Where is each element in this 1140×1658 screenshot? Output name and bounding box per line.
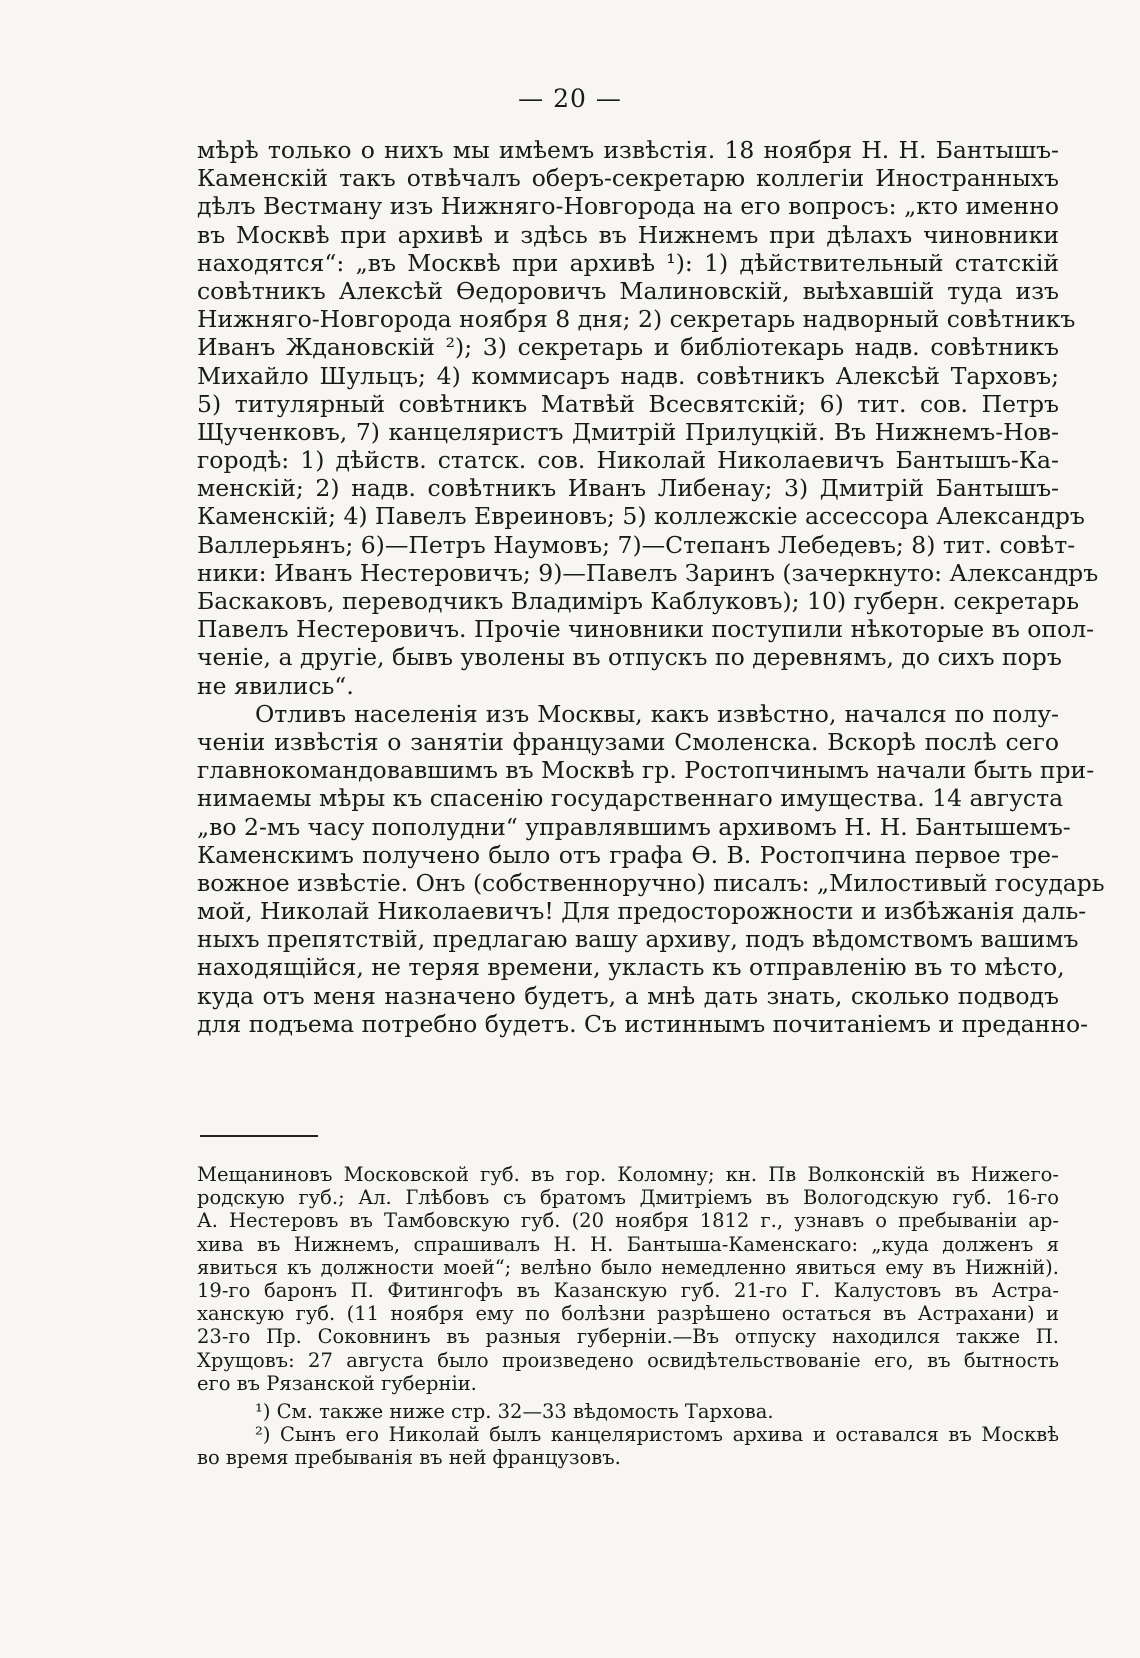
text-line: ныхъ препятствій, предлагаю вашу архиву, подъ вѣдомствомъ вашимъ: [197, 925, 1079, 954]
text-line: находящійся, не теряя времени, укласть къ отправленію въ то мѣсто,: [197, 953, 1065, 982]
page-number: — 20 —: [518, 84, 622, 113]
text-line: Каменскій такъ отвѣчалъ оберъ-секретарю коллегіи Иностранныхъ: [197, 164, 1059, 193]
text-line: Каменскимъ получено было отъ графа Ѳ. В. Ростопчина первое тре-: [197, 840, 1059, 869]
footnote-2: ²) Сынъ его Николай былъ канцеляристомъ архива и оставался въ Москвѣ: [255, 1423, 1059, 1447]
text-line: совѣтникъ Алексѣй Ѳедоровичъ Малиновскій, выѣхавшій туда изъ: [197, 276, 1059, 305]
text-line: ченіи извѣстія о занятіи французами Смоленска. Вскорѣ послѣ сего: [197, 727, 1059, 756]
text-line: въ Москвѣ при архивѣ и здѣсь въ Нижнемъ при дѣлахъ чиновники: [197, 220, 1059, 249]
text-line: дѣлъ Вестману изъ Нижняго-Новгорода на его вопросъ: „кто именно: [197, 192, 1059, 221]
footnote-line: 19-го баронъ П. Фитингофъ въ Казанскую губ. 21-го Г. Калустовъ въ Астра-: [197, 1278, 1059, 1302]
footnote-line: хива въ Нижнемъ, спрашивалъ Н. Н. Бантыша-Каменскаго: „куда долженъ я: [197, 1232, 1059, 1256]
text-line: для подъема потребно будетъ. Съ истиннымъ почитаніемъ и преданно-: [197, 1009, 1089, 1038]
text-line: куда отъ меня назначено будетъ, а мнѣ дать знать, сколько подводъ: [197, 981, 1059, 1010]
main-text: [197, 136, 1105, 1038]
footnote-line: Мещаниновъ Московской губ. въ гор. Коломну; кн. Пв Волконскій въ Нижего-: [197, 1163, 1059, 1186]
text-line: Валлерьянъ; 6)—Петръ Наумовъ; 7)—Степанъ Лебедевъ; 8) тит. совѣт-: [197, 530, 1076, 559]
text-line: нимаемы мѣры къ спасенію государственнаго имущества. 14 августа: [197, 784, 1064, 813]
text-line: главнокомандовавшимъ въ Москвѣ гр. Ростопчинымъ начали быть при-: [197, 756, 1095, 785]
footnote-line: А. Нестеровъ въ Тамбовскую губ. (20 ноября 1812 г., узнавъ о пребываніи ар-: [197, 1209, 1059, 1233]
text-line: Баскаковъ, переводчикъ Владиміръ Каблуковъ); 10) губерн. секретарь: [197, 587, 1079, 615]
text-line: ники: Иванъ Нестеровичъ; 9)—Павелъ Заринъ (зачеркнуто: Александръ: [197, 558, 1099, 587]
footnote-1: ¹) См. также ниже стр. 32—33 вѣдомость Тархова.: [255, 1399, 774, 1423]
text-line: находятся“: „въ Москвѣ при архивѣ ¹): 1) дѣйствительный статскій: [197, 248, 1059, 277]
footnote-line: явиться къ должности моей“; велѣно было немедленно явиться ему въ Нижній).: [197, 1255, 1059, 1279]
footnote-line: его въ Рязанской губерніи.: [197, 1371, 477, 1395]
text-line: Щученковъ, 7) канцеляристъ Дмитрій Прилуцкій. Въ Нижнемъ-Нов-: [197, 417, 1059, 446]
footnote-2-continued: во время пребыванія въ ней французовъ.: [197, 1446, 621, 1470]
text-line: Нижняго-Новгорода ноября 8 дня; 2) секретарь надворный совѣтникъ: [197, 305, 1076, 334]
footnote-line: Хрущовъ: 27 августа было произведено освидѣтельствованіе его, въ бытность: [197, 1348, 1059, 1372]
text-line: не явились“.: [197, 671, 354, 700]
text-line: Отливъ населенія изъ Москвы, какъ извѣстно, начался по полу-: [255, 699, 1059, 728]
text-line: Каменскій; 4) Павелъ Евреиновъ; 5) коллежскіе ассессора Александръ: [197, 502, 1085, 531]
footnote-separator: [200, 1135, 318, 1137]
text-line: мой, Николай Николаевичъ! Для предосторожности и избѣжанія даль-: [197, 897, 1087, 926]
text-line: вожное извѣстіе. Онъ (собственноручно) писалъ: „Милостивый государь: [197, 868, 1105, 897]
text-line: Иванъ Ждановскій ²); 3) секретарь и библіотекарь надв. совѣтникъ: [197, 333, 1059, 362]
footnote-line: родскую губ.; Ал. Глѣбовъ съ братомъ Дмитріемъ въ Вологодскую губ. 16-го: [197, 1186, 1059, 1210]
text-line: городѣ: 1) дѣйств. статск. сов. Николай Николаевичъ Бантышъ-Ка-: [197, 446, 1059, 475]
footnote-line: 23-го Пр. Соковнинъ въ разныя губерніи.—Въ отпуску находился также П.: [197, 1325, 1059, 1349]
text-line: 5) титулярный совѣтникъ Матвѣй Всесвятскій; 6) тит. сов. Петръ: [197, 389, 1059, 418]
text-line: менскій; 2) надв. совѣтникъ Иванъ Либенау; 3) Дмитрій Бантышъ-: [197, 474, 1059, 503]
text-line: Павелъ Нестеровичъ. Прочіе чиновники поступили нѣкоторые въ опол-: [197, 615, 1095, 644]
text-line: ченіе, а другіе, бывъ уволены въ отпускъ по деревнямъ, до сихъ поръ: [197, 643, 1062, 672]
text-line: Михайло Шульцъ; 4) коммисаръ надв. совѣтникъ Алексѣй Тарховъ;: [197, 361, 1059, 390]
text-line: „во 2-мъ часу пополудни“ управлявшимъ архивомъ Н. Н. Бантышемъ-: [197, 812, 1071, 841]
footnote-line: ханскую губ. (11 ноября ему по болѣзни разрѣшено остаться въ Астрахани) и: [197, 1302, 1059, 1326]
footnotes: [197, 1163, 1059, 1469]
text-line: мѣрѣ только о нихъ мы имѣемъ извѣстія. 18 ноября Н. Н. Бантышъ-: [197, 136, 1059, 164]
